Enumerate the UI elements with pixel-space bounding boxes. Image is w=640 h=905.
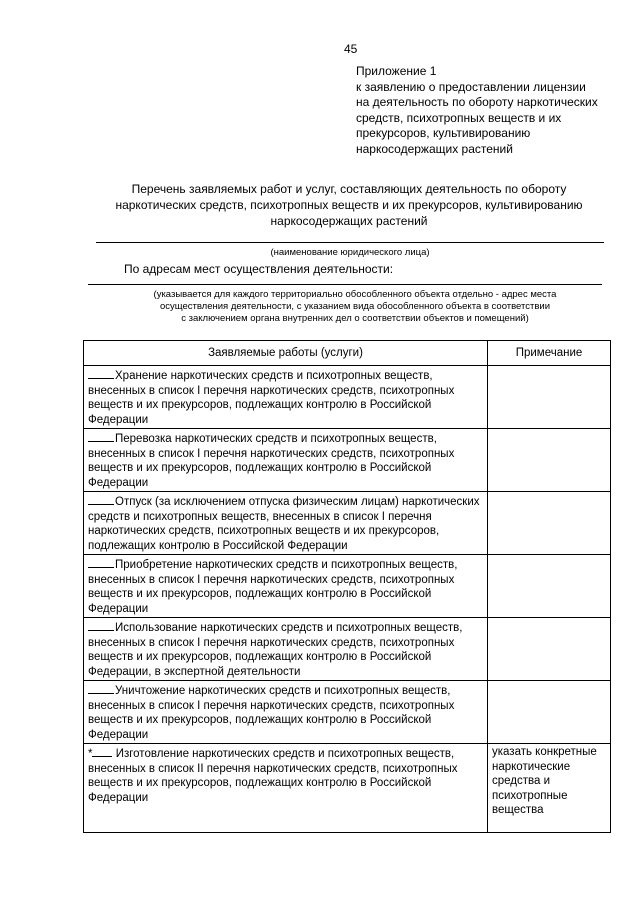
works-table	[83, 340, 611, 833]
checkbox-blank[interactable]	[92, 748, 112, 760]
work-text: Отпуск (за исключением отпуска физическим лицам) наркотических средств и психотропных веществ, внесенных в список I перечня наркотических средств, психотропных веществ и их прекурсоров, подлежащих контролю в Российской Федерации	[88, 496, 480, 552]
table-header-row	[84, 341, 611, 366]
address-caption-line: с заключением органа внутренних дел о соответствии объектов и помещений)	[181, 313, 529, 324]
note-cell	[488, 681, 611, 744]
title-line: Перечень заявляемых работ и услуг, составляющих деятельность по обороту	[131, 182, 567, 196]
header-note: Примечание	[488, 341, 611, 366]
appendix-line: на деятельность по обороту наркотических	[356, 95, 598, 109]
page-number: 45	[344, 42, 358, 56]
work-cell	[84, 681, 488, 744]
title-line: наркосодержащих растений	[270, 214, 428, 228]
table-row	[84, 366, 611, 429]
work-cell	[84, 366, 488, 429]
title-line: наркотических средств, психотропных веществ и их прекурсоров, культивированию	[115, 198, 583, 212]
table-row	[84, 618, 611, 681]
checkbox-blank[interactable]	[88, 556, 114, 568]
note-cell	[488, 618, 611, 681]
appendix-line: к заявлению о предоставлении лицензии	[356, 79, 586, 94]
work-cell	[84, 492, 488, 555]
appendix-line: наркосодержащих растений	[356, 141, 513, 156]
work-cell	[84, 555, 488, 618]
header-works: Заявляемые работы (услуги)	[84, 341, 488, 366]
work-text: Использование наркотических средств и психотропных веществ, внесенных в список I перечня наркотических средств, психотропных веществ и их прекурсоров, подлежащих контролю в Российской Федерации, в экспертной деятельности	[88, 622, 463, 678]
checkbox-blank[interactable]	[88, 430, 114, 442]
note-cell	[488, 555, 611, 618]
work-text: Перевозка наркотических средств и психотропных веществ, внесенных в список I перечня наркотических средств, психотропных веществ и их прекурсоров, подлежащих контролю в Российской Федерации	[88, 433, 455, 489]
table-row	[84, 555, 611, 618]
note-cell	[488, 429, 611, 492]
note-cell	[488, 366, 611, 429]
address-fill-line[interactable]	[88, 284, 602, 285]
work-text: Изготовление наркотических средств и психотропных веществ, внесенных в список II перечня наркотических средств, психотропных веществ и их прекурсоров, подлежащих контролю в Российской Федерации	[88, 748, 458, 804]
note-cell	[488, 492, 611, 555]
appendix-line: средств, психотропных веществ и их	[356, 110, 562, 125]
work-cell	[84, 429, 488, 492]
table-row	[84, 429, 611, 492]
checkbox-blank[interactable]	[88, 493, 114, 505]
work-text: Хранение наркотических средств и психотропных веществ, внесенных в список I перечня наркотических средств, психотропных веществ и их прекурсоров, подлежащих контролю в Российской Федерации	[88, 370, 455, 426]
address-caption-line: (указывается для каждого территориально обособленного объекта отдельно - адрес места	[153, 289, 557, 300]
org-name-fill-line[interactable]	[96, 242, 604, 243]
table-row	[84, 492, 611, 555]
work-cell	[84, 744, 488, 833]
address-caption	[100, 289, 610, 325]
checkbox-blank[interactable]	[88, 682, 114, 694]
checkbox-blank[interactable]	[88, 367, 114, 379]
org-name-caption: (наименование юридического лица)	[270, 247, 430, 258]
checkbox-blank[interactable]	[88, 619, 114, 631]
table-row	[84, 744, 611, 833]
note-cell: указать конкретные наркотические средства и психотропные вещества	[488, 744, 611, 833]
work-cell	[84, 618, 488, 681]
address-label: По адресам мест осуществления деятельности:	[124, 262, 394, 276]
appendix-line: прекурсоров, культивированию	[356, 126, 531, 140]
address-caption-line: осуществления деятельности, с указанием вида обособленного объекта в соответствии	[159, 301, 551, 312]
table-row	[84, 681, 611, 744]
appendix-heading	[356, 64, 626, 157]
document-title	[88, 181, 610, 229]
work-text: Уничтожение наркотических средств и психотропных веществ, внесенных в список I перечня наркотических средств, психотропных веществ и их прекурсоров, подлежащих контролю в Российской Федерации	[88, 685, 455, 741]
appendix-line: Приложение 1	[356, 64, 437, 78]
asterisk-marker: *	[88, 748, 93, 760]
work-text: Приобретение наркотических средств и психотропных веществ, внесенных в список I перечня наркотических средств, психотропных веществ и их прекурсоров, подлежащих контролю в Российской Федерации	[88, 559, 458, 615]
